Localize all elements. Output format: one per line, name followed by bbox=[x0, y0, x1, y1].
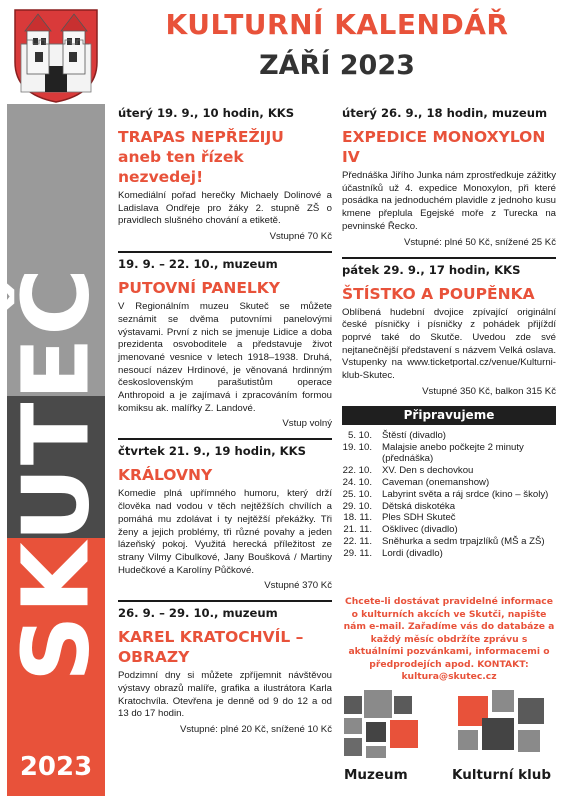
event-description: Podzimní dny si můžete zpříjemnit návštěvou výstavy obrazů malíře, grafika a ilustrátora Karla Kratochvíla. Otevřena je denně od 9 do 12 a od 13 do 17 hodin. bbox=[118, 670, 332, 720]
event-title-line: aneb ten řízek nezvedej! bbox=[118, 148, 244, 186]
list-item bbox=[342, 477, 556, 489]
event-title-line: EXPEDICE MONOXYLON IV bbox=[342, 128, 546, 166]
item-text: Malajsie anebo počkejte 2 minuty (přednáška) bbox=[382, 441, 524, 465]
town-name: SKUTEČ bbox=[2, 266, 110, 682]
item-text: Štěstí (divadlo) bbox=[382, 429, 446, 441]
event-title-line: OBRAZY bbox=[118, 648, 190, 667]
item-date: 18. 11. bbox=[343, 512, 372, 524]
event-title bbox=[118, 278, 332, 298]
event-date: úterý 19. 9., 10 hodin, KKS bbox=[118, 106, 295, 120]
event-description: Komediální pořad herečky Michaely Dolinové a Ladislava Ondřeje pro žáky 2. stupně ZŠ o pravidlech slušného chování a etiketě. bbox=[118, 190, 332, 227]
item-text: Lordi (divadlo) bbox=[382, 547, 443, 559]
upcoming-list bbox=[342, 430, 556, 560]
event-title-line: PUTOVNÍ PANELKY bbox=[118, 279, 281, 298]
event-price: Vstupné 350 Kč, balkon 315 Kč bbox=[422, 385, 556, 397]
item-date: 22. 10. bbox=[342, 465, 372, 477]
item-date: 25. 10. bbox=[342, 488, 372, 500]
event-description: Oblíbená hudební dvojice zpívající originální české písničky i písničky z pohádek přijíždí poprvé také do Skutče. Uvedou zde své nejtanečnější představení s názvem Velká oslava. Vstupenky na www.ticketportal.cz/venue/Kulturni-klub-Skutec. bbox=[342, 306, 556, 382]
event-panelky bbox=[118, 253, 332, 430]
town-crest bbox=[7, 4, 105, 104]
event-date: pátek 29. 9., 17 hodin, KKS bbox=[342, 262, 521, 277]
event-title bbox=[118, 627, 332, 667]
event-monoxylon bbox=[342, 102, 556, 249]
list-item bbox=[342, 524, 556, 536]
list-item bbox=[342, 489, 556, 501]
list-item bbox=[342, 501, 556, 513]
club-logo bbox=[452, 690, 551, 783]
club-label: Kulturní klub bbox=[452, 767, 552, 783]
item-date: 5. 10. bbox=[347, 429, 372, 441]
page-title: KULTURNÍ KALENDÁŘ bbox=[165, 8, 509, 41]
band-year: 2023 bbox=[19, 752, 93, 782]
item-text: Dětská diskotéka bbox=[382, 500, 456, 512]
list-item bbox=[342, 442, 556, 466]
item-text: Labyrint světa a ráj srdce (kino – školy) bbox=[382, 488, 549, 500]
event-date: čtvrtek 21. 9., 19 hodin, KKS bbox=[118, 444, 307, 459]
event-title bbox=[342, 284, 556, 304]
item-text: Ošklivec (divadlo) bbox=[382, 524, 458, 536]
event-date: 19. 9. – 22. 10., muzeum bbox=[118, 257, 278, 272]
item-date: 29. 11. bbox=[343, 547, 372, 559]
museum-logo bbox=[344, 690, 424, 783]
event-title bbox=[342, 127, 556, 167]
list-item bbox=[342, 512, 556, 524]
event-price: Vstupné 370 Kč bbox=[264, 580, 332, 592]
page-subtitle: ZÁŘÍ 2023 bbox=[259, 50, 415, 81]
event-date: 26. 9. – 29. 10., muzeum bbox=[118, 606, 278, 621]
item-text: Ples SDH Skuteč bbox=[382, 512, 456, 524]
event-date: úterý 26. 9., 18 hodin, muzeum bbox=[342, 106, 548, 120]
list-item bbox=[342, 430, 556, 442]
list-item bbox=[342, 536, 556, 548]
museum-label: Muzeum bbox=[344, 767, 408, 783]
list-item bbox=[342, 548, 556, 560]
right-column bbox=[342, 102, 556, 560]
event-title-line: TRAPAS NEPŘEŽIJU bbox=[118, 128, 284, 146]
event-description: V Regionálním muzeu Skuteč se můžete seznámit se dvěma putovními panelovými výstavami. První z nich se jmenuje Lidice a doba prezidenta osvoboditele a představuje život jmenované vesnice v letech 1918–1938. Druhá, nesoucí název Hrdinové, je věnovaná hrdinným československým parašutistům operace Anthropoid a je zajímavá i zpracováním formou komiksu ak. malířky Z. Landové. bbox=[118, 301, 332, 414]
event-price: Vstupné: plné 20 Kč, snížené 10 Kč bbox=[179, 724, 332, 736]
side-band bbox=[2, 4, 110, 796]
item-date: 29. 10. bbox=[342, 500, 372, 512]
event-price: Vstup volný bbox=[282, 418, 332, 430]
event-description: Komedie plná upřímného humoru, který drží člověka nad vodou v těch nejtěžších chvílích a pomáhá mu zdolávat i ty nejtěžší překážky. Tři ženy a jejich problémy, tři různé povahy a jeden lázeňský pokoj. Využitá herecká příležitost ze strany Vilmy Cibulkové, Jany Boušková / Martiny Hudečkové a Karolíny Půčkové. bbox=[118, 488, 332, 576]
event-description: Přednáška Jiřího Junka nám zprostředkuje zážitky účastníků už 4. expedice Monoxylon, při které posádka na jednoduchém plavidle z jednoho kusu kmene přeplula Egejské moře z Turecka na pevninské Řecko. bbox=[342, 170, 556, 232]
event-trapas bbox=[118, 102, 332, 243]
event-title bbox=[118, 127, 332, 187]
event-title-line: KRÁLOVNY bbox=[118, 466, 213, 485]
item-text: Sněhurka a sedm trpajzlíků (MŠ a ZŠ) bbox=[382, 535, 545, 547]
item-text: XV. Den s dechovkou bbox=[382, 465, 474, 477]
item-date: 19. 10. bbox=[342, 441, 372, 453]
left-column bbox=[118, 102, 332, 736]
club-mosaic-icon bbox=[452, 690, 548, 762]
event-title-line: KAREL KRATOCHVÍL – bbox=[118, 628, 304, 647]
event-price: Vstupné 70 Kč bbox=[269, 231, 332, 243]
event-title-line: ŠTÍSTKO A POUPĚNKA bbox=[342, 284, 535, 303]
museum-mosaic-icon bbox=[344, 690, 424, 762]
event-kratochvil bbox=[118, 602, 332, 736]
item-date: 22. 11. bbox=[343, 535, 372, 547]
upcoming-heading: Připravujeme bbox=[342, 406, 556, 425]
item-text: Caveman (onemanshow) bbox=[382, 476, 490, 488]
event-title bbox=[118, 465, 332, 485]
event-kralovny bbox=[118, 440, 332, 592]
item-date: 21. 11. bbox=[343, 524, 372, 536]
event-stistko bbox=[342, 259, 556, 398]
list-item bbox=[342, 465, 556, 477]
coat-of-arms-icon bbox=[7, 4, 105, 104]
item-date: 24. 10. bbox=[342, 476, 372, 488]
event-price: Vstupné: plné 50 Kč, snížené 25 Kč bbox=[403, 236, 556, 248]
contact-note: Chcete-li dostávat pravidelné informace o kulturních akcích ve Skutči, napište nám e-mail. Zařadíme vás do databáze a každý měsíc obdržíte zprávu s aktuálními pozvánkami, informacemi o předprodejích apod. KONTAKT: kultura@skutec.cz bbox=[343, 596, 555, 682]
